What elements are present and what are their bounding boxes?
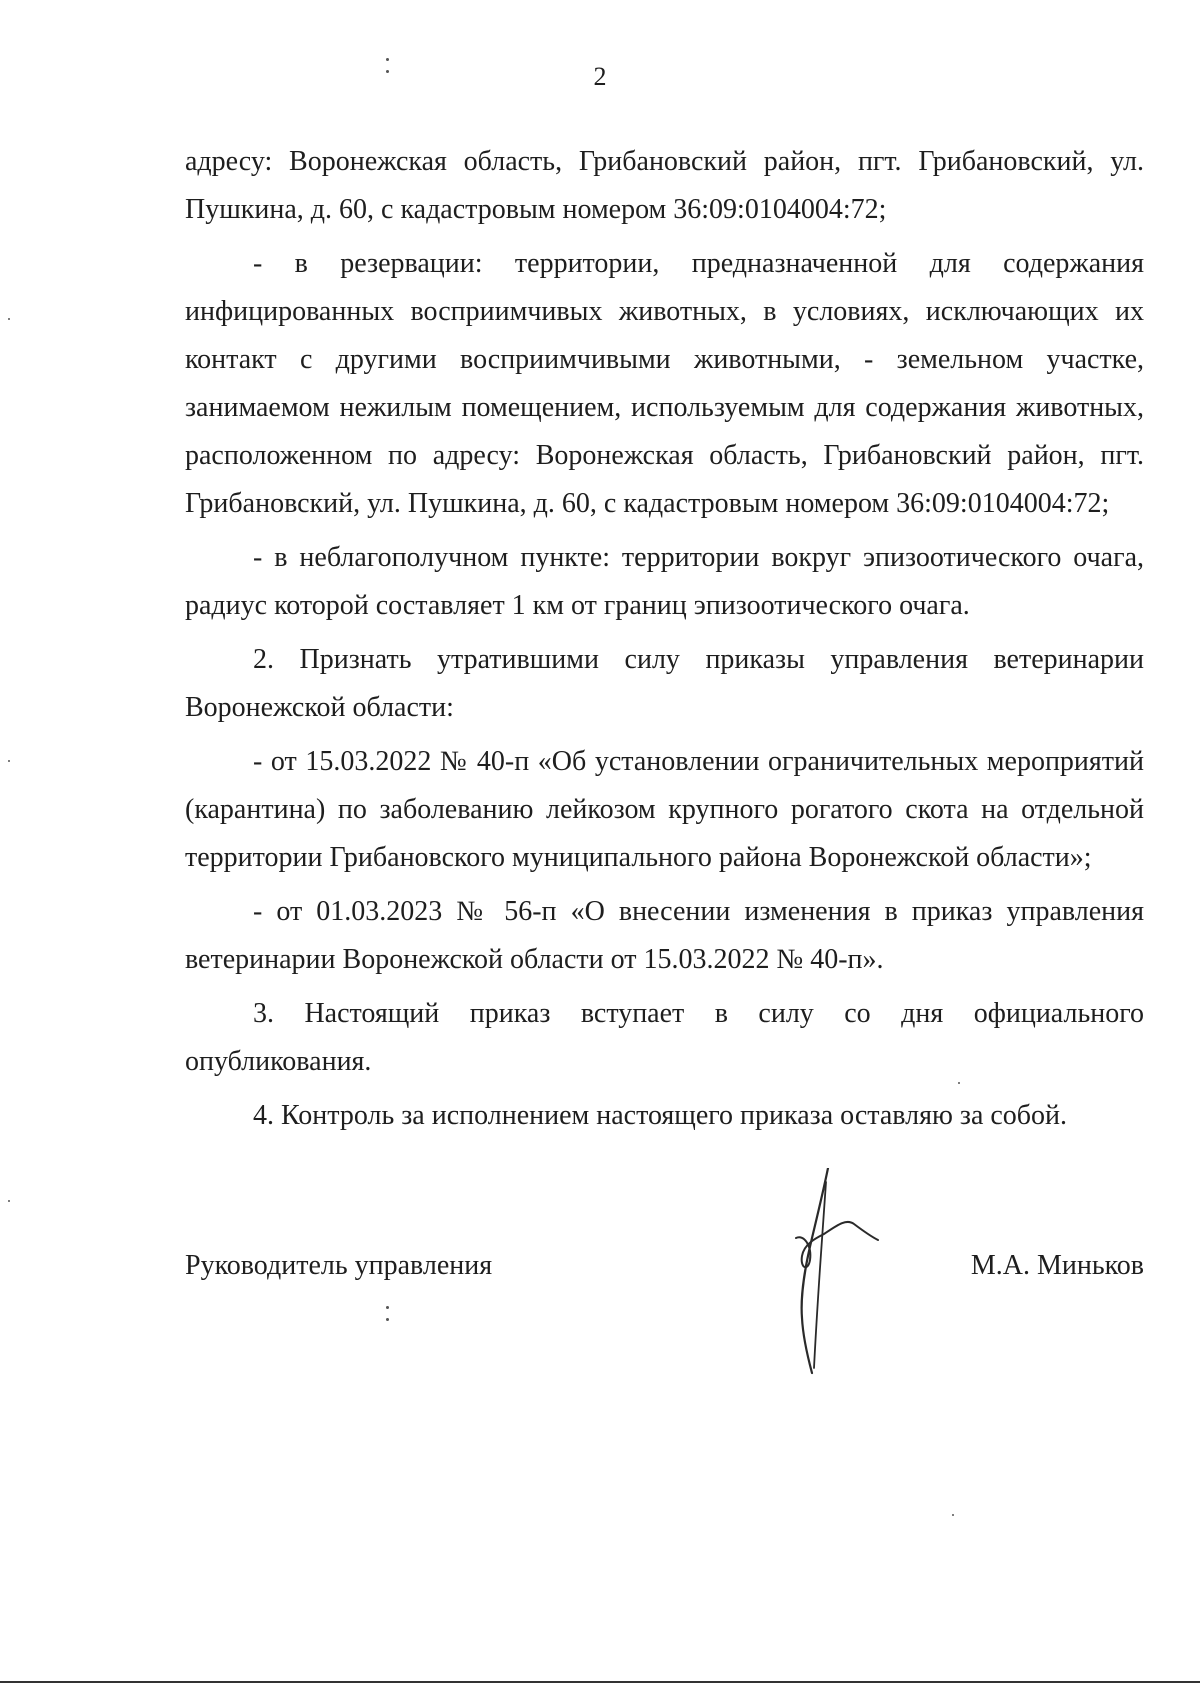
- paragraph-item-4: 4. Контроль за исполнением настоящего приказа оставляю за собой.: [253, 1100, 1068, 1131]
- scan-edge-line: [0, 1681, 1200, 1683]
- paragraph-unfavorable-point: - в неблагополучном пункте: территории вокруг эпизоотического очага, радиус которой составляет 1 км от границ эпизоотического очага.: [185, 542, 1144, 621]
- paragraph-item-3: 3. Настоящий приказ вступает в силу со дня официального опубликования.: [185, 998, 1144, 1077]
- paragraph-reservation: - в резервации: территории, предназначенной для содержания инфицированных восприимчивых животных, в условиях, исключающих их контакт с другими восприимчивыми животными, - земельном участке, занимаемом нежилым помещением, используемым для содержания животных, расположенном по адресу: Воронежская область, Грибановский район, пгт. Грибановский, ул. Пушкина, д. 60, с кадастровым номером 36:09:0104004:72;: [185, 248, 1144, 519]
- signer-position: Руководитель управления: [185, 1250, 493, 1281]
- scan-speck: [952, 1514, 954, 1516]
- paragraph-order-40p: - от 15.03.2022 № 40-п «Об установлении ограничительных мероприятий (карантина) по заболеванию лейкозом крупного рогатого скота на отдельной территории Грибановского муниципального района Воронежской области»;: [185, 746, 1144, 873]
- scan-speck: [8, 318, 10, 320]
- scan-speck: [386, 58, 389, 61]
- scan-speck: [8, 1200, 10, 1202]
- paragraph-item-2: 2. Признать утратившими силу приказы управления ветеринарии Воронежской области:: [185, 644, 1144, 723]
- document-body: [185, 138, 1144, 1140]
- scan-speck: [958, 1082, 960, 1084]
- signature-row: [185, 1246, 1144, 1286]
- signer-name: М.А. Миньков: [970, 1250, 1144, 1281]
- scan-speck: [8, 760, 10, 762]
- handwritten-signature: [790, 1168, 900, 1378]
- scan-speck: [386, 1318, 389, 1321]
- scan-speck: [386, 70, 389, 73]
- paragraph-address-continuation: адресу: Воронежская область, Грибановский район, пгт. Грибановский, ул. Пушкина, д. 60, с кадастровым номером 36:09:0104004:72;: [185, 146, 1144, 225]
- scan-speck: [386, 1306, 389, 1309]
- page-number: 2: [593, 62, 607, 91]
- paragraph-order-56p: - от 01.03.2023 № 56-п «О внесении изменения в приказ управления ветеринарии Воронежской области от 15.03.2022 № 40-п».: [185, 896, 1144, 975]
